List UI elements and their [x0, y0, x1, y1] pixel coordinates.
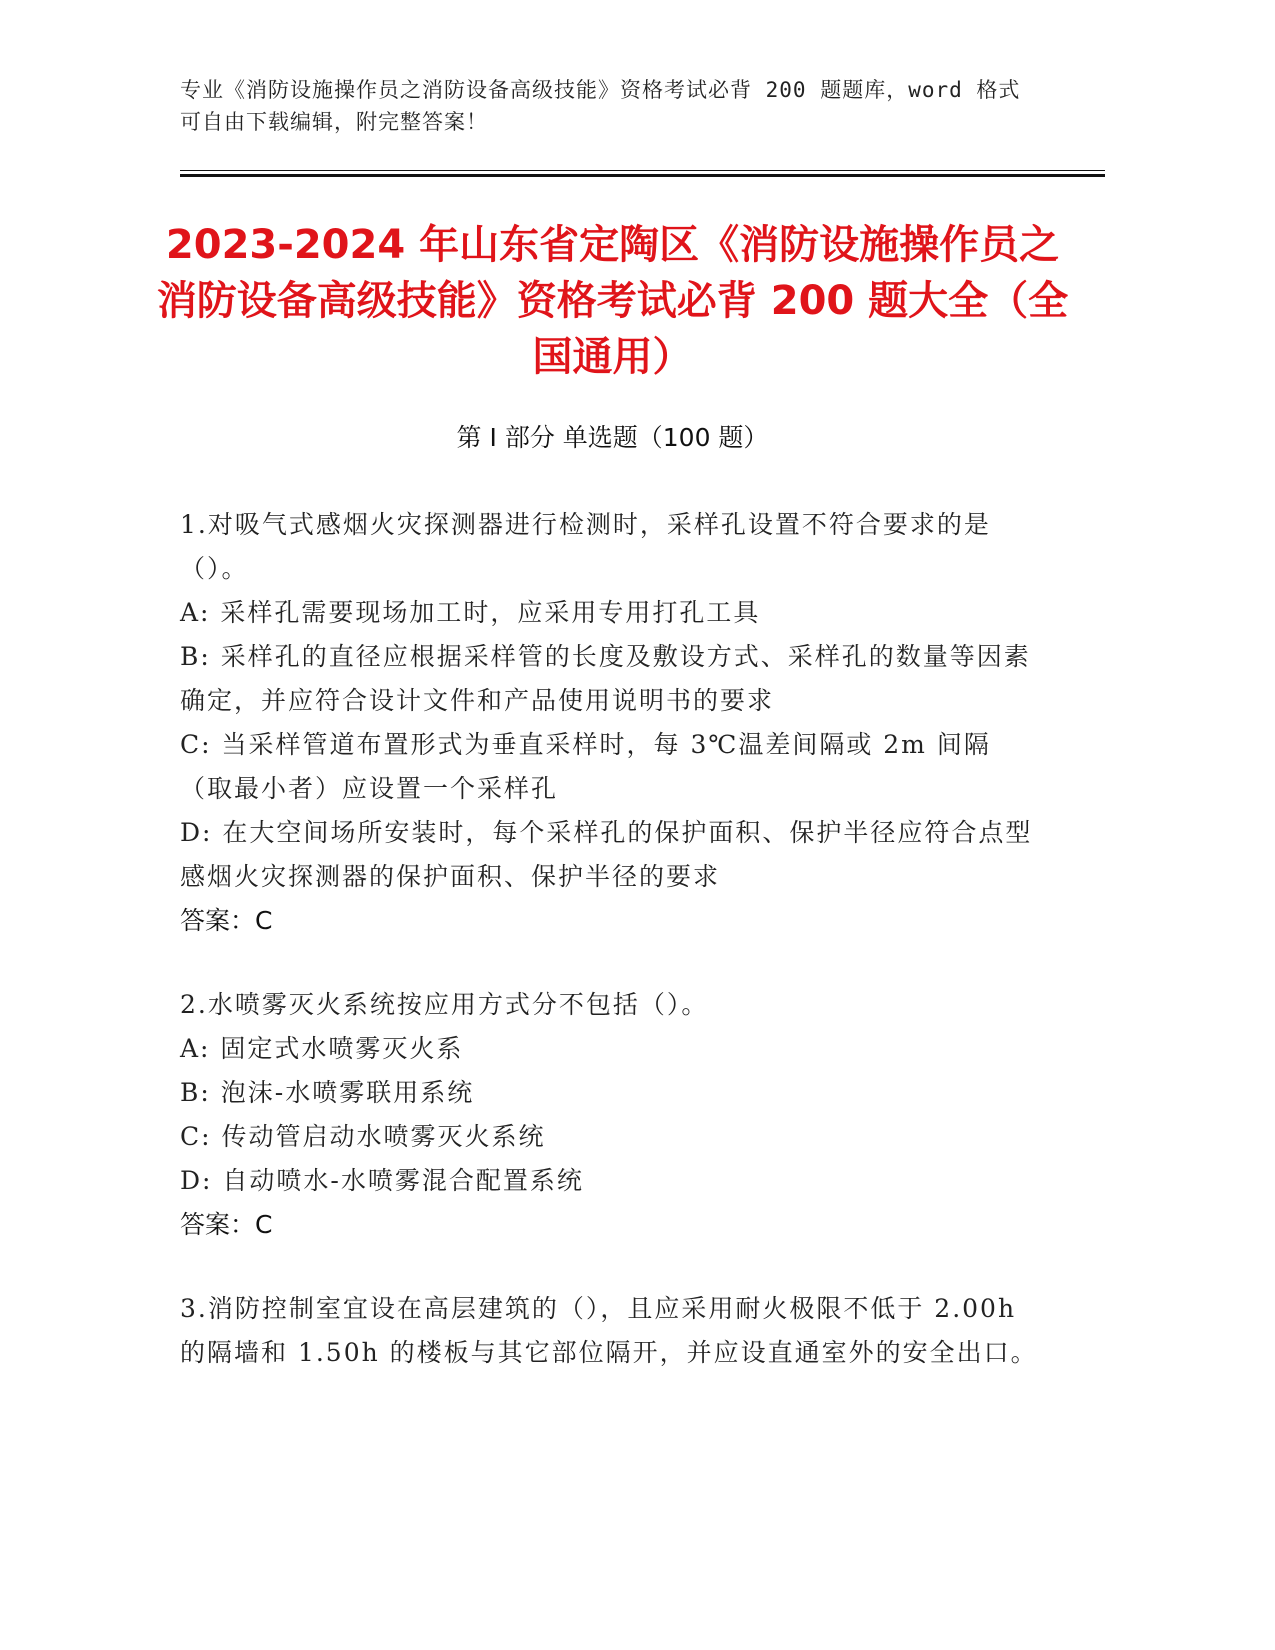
question-stem: 1.对吸气式感烟火灾探测器进行检测时，采样孔设置不符合要求的是（）。 [180, 510, 991, 583]
question-stem: 3.消防控制室宜设在高层建筑的（），且应采用耐火极限不低于 2.00h 的隔墙和 1.50h 的楼板与其它部位隔开，并应设直通室外的安全出口。 [180, 1294, 1038, 1367]
question-option: C: 传动管启动水喷雾灭火系统 [180, 1122, 546, 1151]
question-option: B: 采样孔的直径应根据采样管的长度及敷设方式、采样孔的数量等因素确定，并应符合设计文件和产品使用说明书的要求 [180, 642, 1031, 715]
question-block [180, 503, 1040, 943]
question-stem: 2.水喷雾灭火系统按应用方式分不包括（）。 [180, 990, 709, 1019]
question-option: C: 当采样管道布置形式为垂直采样时，每 3℃温差间隔或 2m 间隔（取最小者）应设置一个采样孔 [180, 730, 991, 803]
question-block [180, 983, 1040, 1247]
question-answer: 答案：C [180, 906, 273, 935]
question-answer: 答案：C [180, 1210, 273, 1239]
header-divider-thick [180, 174, 1105, 177]
question-block [180, 1287, 1040, 1375]
question-option: A: 采样孔需要现场加工时，应采用专用打孔工具 [180, 598, 761, 627]
section-title: 第 I 部分 单选题（100 题） [456, 423, 769, 452]
question-option: B: 泡沫-水喷雾联用系统 [180, 1078, 475, 1107]
question-option: D: 自动喷水-水喷雾混合配置系统 [180, 1166, 584, 1195]
header-divider-thin [180, 170, 1105, 171]
header-note: 专业《消防设施操作员之消防设备高级技能》资格考试必背 200 题题库，word 格式可自由下载编辑，附完整答案！ [180, 78, 1021, 134]
question-option: D: 在大空间场所安装时，每个采样孔的保护面积、保护半径应符合点型感烟火灾探测器的保护面积、保护半径的要求 [180, 818, 1033, 891]
question-list [180, 503, 1040, 1415]
question-option: A: 固定式水喷雾灭火系 [180, 1034, 464, 1063]
document-title: 2023-2024 年山东省定陶区《消防设施操作员之消防设备高级技能》资格考试必背 200 题大全（全国通用） [156, 222, 1069, 380]
